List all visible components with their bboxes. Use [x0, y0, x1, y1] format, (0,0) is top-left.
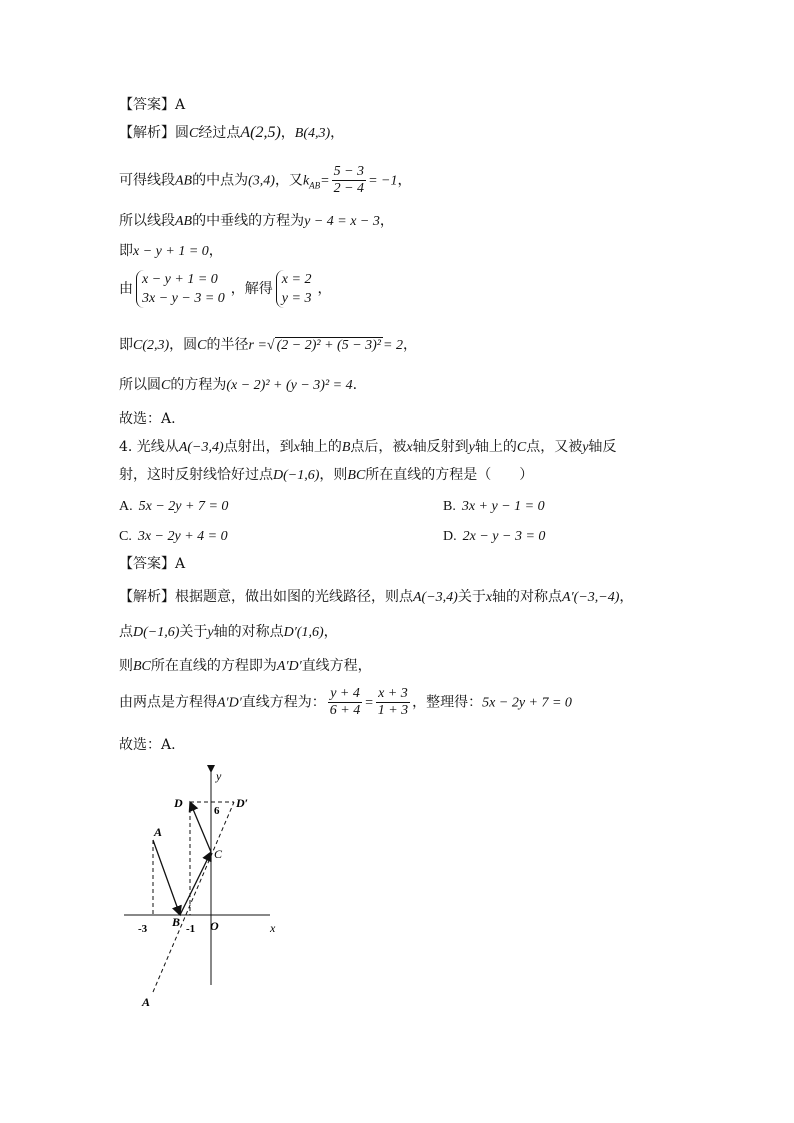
math: r =	[248, 338, 267, 353]
option-d[interactable]	[443, 527, 545, 546]
option-equation: 2x − y − 3 = 0	[462, 529, 546, 544]
math: D(−1,6)	[133, 625, 180, 640]
eq-row: x − y + 1 = 0	[142, 272, 218, 287]
perp-bisector-line	[119, 212, 394, 231]
option-label: B.	[443, 499, 456, 514]
q4-stem-line-2	[119, 466, 533, 485]
text: 直线方程，	[301, 658, 372, 674]
math: C	[161, 378, 171, 393]
text: 所以线段	[119, 213, 175, 229]
math: A(−3,4)	[413, 590, 458, 605]
text: ，	[379, 213, 394, 229]
text: 轴反射到	[412, 439, 469, 455]
text: ，	[208, 243, 223, 259]
numerator: x + 3	[376, 686, 410, 703]
text: ，	[402, 337, 417, 353]
label-six: 6	[214, 805, 220, 817]
math: (3,4)	[248, 173, 275, 189]
text: 点	[119, 624, 133, 640]
text: 所在直线的方程即为	[150, 658, 277, 674]
math: y − 4 = x − 3	[304, 214, 380, 229]
numerator: 5 − 3	[333, 164, 365, 179]
math: AB	[175, 173, 193, 189]
text: ，圆	[169, 337, 198, 353]
label-a-reflected: A	[142, 995, 151, 1009]
slope-fraction	[332, 164, 366, 197]
text: ，	[619, 589, 634, 605]
math-sub: AB	[309, 180, 321, 191]
math: C(2,3)	[133, 338, 170, 353]
math: A′D′	[276, 659, 302, 674]
q4-analysis-line-3	[119, 657, 372, 676]
ray-b-to-c	[180, 852, 211, 915]
math: C	[516, 440, 527, 455]
text: ，	[330, 125, 345, 141]
option-equation: 3x + y − 1 = 0	[461, 499, 545, 514]
choose-line-2: 故选：A.	[119, 737, 176, 753]
text: 关于	[179, 624, 208, 640]
math: BC	[347, 468, 366, 483]
eq-row: 3x − y − 3 = 0	[142, 291, 225, 306]
text: 点，又被	[526, 439, 583, 455]
dashed-aprime-dprime	[153, 802, 234, 992]
equation-system-1	[136, 270, 228, 308]
math: A′(−3,−4)	[562, 590, 620, 605]
text: 点射出，到	[223, 439, 294, 455]
fraction-1	[328, 686, 362, 719]
system-line	[119, 270, 331, 308]
equation-system-2	[276, 270, 315, 308]
math: y	[207, 625, 214, 640]
text: 关于	[457, 589, 486, 605]
math: x	[406, 440, 413, 455]
math: x	[485, 590, 493, 605]
text: 即	[119, 337, 133, 353]
text: 所以圆	[119, 377, 161, 393]
answer-line: 【答案】A	[119, 97, 186, 113]
option-equation: 3x − 2y + 4 = 0	[137, 529, 228, 544]
label-o: O	[210, 919, 219, 933]
math: =	[364, 695, 374, 711]
text: 经过点	[198, 125, 241, 141]
text: ，	[323, 624, 338, 640]
option-a[interactable]	[119, 497, 228, 516]
q4-analysis-line-4	[119, 686, 572, 719]
label-c: C	[214, 847, 223, 861]
ray-a-to-b	[153, 840, 180, 915]
math: x	[293, 440, 300, 455]
math: C	[197, 338, 207, 353]
q4-stem-line-1	[119, 438, 616, 457]
text: 轴的对称点	[213, 624, 284, 640]
text: 轴的对称点	[492, 589, 563, 605]
text: 【解析】根据题意，做出如图的光线路径，则点	[119, 589, 413, 605]
denominator: 6 + 4	[329, 703, 361, 718]
text: 点后，被	[350, 439, 407, 455]
math: A(−3,4)	[178, 440, 224, 455]
eq-row: x = 2	[281, 272, 312, 287]
text: 的中垂线的方程为	[192, 213, 305, 229]
label-dprime: D′	[236, 796, 249, 810]
circle-equation-line	[119, 376, 357, 395]
center-radius-line	[119, 336, 417, 355]
text: 直线方程为：	[241, 694, 326, 711]
math: x − y + 1 = 0	[133, 244, 209, 259]
radicand: (2 − 2)² + (5 − 3)²	[276, 338, 381, 353]
math: AB	[175, 214, 193, 229]
option-c[interactable]	[119, 527, 228, 546]
option-b[interactable]	[443, 497, 545, 516]
text: 的半径	[206, 337, 249, 353]
math-point-b: B(4,3)	[294, 126, 331, 141]
denominator: 2 − 4	[333, 181, 365, 196]
text: 即	[119, 243, 133, 259]
eq-row: y = 3	[281, 291, 312, 306]
text: 可得线段	[119, 172, 175, 189]
ray-c-to-d	[190, 802, 211, 852]
math-point-a: A(2,5)	[240, 124, 281, 141]
label-minus-3: -3	[138, 923, 148, 935]
math: B	[341, 440, 351, 455]
choose-line-1: 故选：A.	[119, 411, 176, 427]
math: D(−1,6)	[273, 468, 320, 483]
option-equation: 5x − 2y + 7 = 0	[138, 499, 229, 514]
light-path-figure	[110, 760, 300, 1020]
label-x: x	[270, 921, 276, 935]
text: ，解得	[230, 281, 273, 297]
q4-analysis-line-2	[119, 623, 338, 642]
text: ，又	[274, 172, 303, 189]
midpoint-line	[119, 164, 411, 197]
math: y	[582, 440, 589, 455]
label-b: B	[172, 915, 181, 929]
option-label: D.	[443, 529, 457, 544]
answer-line-2: 【答案】A	[119, 556, 186, 572]
math: = −1	[368, 173, 398, 189]
text: 射，这时反射线恰好过点	[119, 467, 273, 483]
math: =	[320, 173, 330, 189]
text: ，整理得：	[412, 694, 483, 711]
label-a: A	[154, 825, 163, 839]
numerator: y + 4	[328, 686, 362, 703]
radical: √ (2 − 2)² + (5 − 3)²	[266, 338, 381, 353]
q4-analysis-line-1	[119, 588, 633, 607]
text: 由	[119, 281, 133, 297]
label-d: D	[174, 796, 183, 810]
text: ，	[280, 125, 295, 141]
ji-line	[119, 242, 223, 261]
math: y	[468, 440, 475, 455]
text: 4. 光线从	[119, 439, 179, 455]
text: 轴上的	[299, 439, 342, 455]
math: (x − 2)² + (y − 3)² = 4	[226, 378, 353, 393]
text: 【解析】圆	[119, 125, 189, 141]
option-label: A.	[119, 499, 133, 514]
math: 5x − 2y + 7 = 0	[482, 695, 572, 711]
math: BC	[133, 659, 151, 674]
text: 的方程为	[170, 377, 227, 393]
text: ，则	[319, 467, 348, 483]
math: C	[189, 126, 199, 141]
label-minus-1: -1	[186, 923, 196, 935]
option-label: C.	[119, 529, 132, 544]
text: ，	[317, 281, 332, 297]
text: 轴上的	[474, 439, 517, 455]
math: D′(1,6)	[283, 625, 324, 640]
label-y: y	[216, 769, 222, 783]
denominator: 1 + 3	[377, 703, 409, 718]
text: 由两点是方程得	[119, 694, 217, 711]
math: A′D′	[217, 695, 242, 711]
analysis-line-1	[119, 124, 344, 143]
text: 轴反	[588, 439, 617, 455]
math: k	[302, 173, 310, 189]
text: 则	[119, 658, 133, 674]
text: .	[352, 377, 358, 393]
text: 所在直线的方程是（ ）	[365, 467, 534, 483]
text: 的中点为	[192, 172, 249, 189]
text: ，	[397, 172, 412, 189]
math: = 2	[383, 338, 403, 353]
fraction-2	[376, 686, 410, 719]
